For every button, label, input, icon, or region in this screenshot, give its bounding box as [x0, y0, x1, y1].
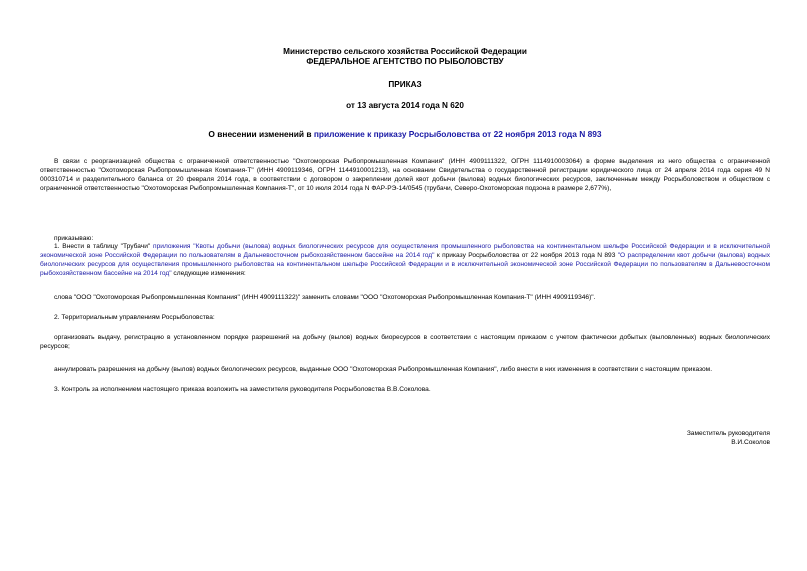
item-1-appendix-link[interactable]: приложения "Квоты добычи (вылова) водных биологических ресурсов для осуществления промышленного рыболовства на континентальном шельфе Российской Федерации и в исключительной экономической зоне Российской Федерации по пользователям в Дальневосточном рыбохозяйственном бассейне на 2014 год": [40, 243, 771, 259]
item-2-b: аннулировать разрешения на добычу (вылов) водных биологических ресурсов, выданные ООО "Охотоморская Рыбопромышленная Компания", либо внести в них изменения в соответствии с настоящим приказом.: [54, 366, 713, 373]
item-1-text-a: 1. Внести в таблицу "Трубачи": [54, 243, 154, 250]
item-1-order-link[interactable]: "О распределении квот добычи (вылова) водных биологических ресурсов для осуществления промышленного рыболовства на континентальном шельфе Российской Федерации и в исключительной экономической зоне Российской Федерации по пользователям в Дальневосточном рыбохозяйственном бассейне на 2014 год": [40, 251, 770, 277]
item-1-text-b: к приказу Росрыболовства от 22 ноября 2013 года N 893: [434, 251, 618, 259]
subject-prefix: О внесении изменений в: [208, 129, 314, 139]
item-3: 3. Контроль за исполнением настоящего приказа возложить на заместителя руководителя Росрыболовства В.В.Соколова.: [54, 386, 431, 393]
signature-position: Заместитель руководителя: [686, 430, 770, 437]
order-word: приказываю:: [54, 235, 94, 242]
agency-name: ФЕДЕРАЛЬНОЕ АГЕНТСТВО ПО РЫБОЛОВСТВУ: [306, 57, 504, 66]
document-subject: [40, 129, 770, 140]
item-2-a: организовать выдачу, регистрацию в установленном порядке разрешений на добычу (вылов) водных биоресурсов в соответствии с настоящим приказом с учетом фактически добытых (выловленных) водных биологических ресурсов;: [40, 334, 770, 350]
document-date-number: от 13 августа 2014 года N 620: [346, 101, 464, 110]
signature-name: В.И.Соколов: [731, 439, 770, 446]
document-type: ПРИКАЗ: [388, 80, 422, 89]
item-1-paragraph: [40, 243, 770, 279]
item-1-change: слова "ООО "Охотоморская Рыбопромышленная Компания" (ИНН 4909111322)" заменить словами "ООО "Охотоморская Рыбопромышленная Компания-Т" (ИНН 4909119346)".: [54, 294, 596, 301]
item-1-text-c: следующие изменения:: [171, 269, 246, 277]
item-2-heading: 2. Территориальным управлениям Росрыболовства:: [54, 314, 215, 321]
preamble-paragraph: В связи с реорганизацией общества с ограниченной ответственностью "Охотоморская Рыбопромышленная Компания" (ИНН 4909111322, ОГРН 1114910003064) в форме выделения из него общества с ограниченной ответственностью "Охотоморская Рыбопромышленная Компания-Т" (ИНН 4909119346, ОГРН 1144910001213), на основании Свидетельства о государственной регистрации юридического лица от 24 апреля 2014 года серия 49 N 000310714 и разделительного баланса от 20 февраля 2014 года, в соответствии с договором о закреплении долей квот добычи (вылова) водных биологических ресурсов, заключенным между Росрыболовством и обществом с ограниченной ответственностью "Охотоморская Рыбопромышленная Компания-Т", от 10 июля 2014 года N ФАР-РЭ-14/0545 (трубачи, Северо-Охотоморская подзона в размере 2,677%),: [40, 158, 770, 192]
subject-link[interactable]: приложение к приказу Росрыболовства от 22 ноября 2013 года N 893: [313, 129, 602, 139]
ministry-name: Министерство сельского хозяйства Российской Федерации: [283, 47, 527, 56]
